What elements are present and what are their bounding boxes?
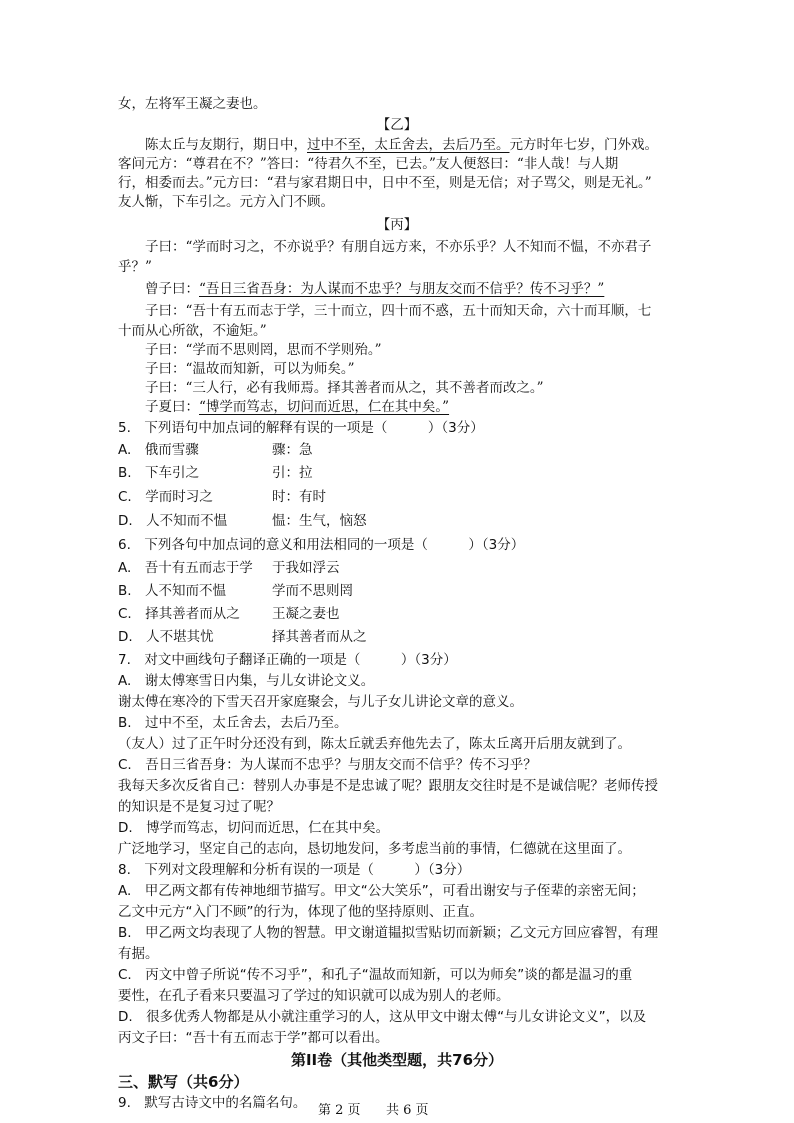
- q8-line-6: 要性，在孔子看来只要温习了学过的知识就可以成为别人的老师。: [118, 988, 510, 1004]
- q5-option-a: [118, 440, 313, 460]
- q6-d-text: D. 人不堪其忧: [118, 629, 214, 645]
- q6-a-text: A. 吾十有五而志于学: [118, 560, 253, 576]
- yi-line-1-a: 陈太丘与友期行，期日中，: [145, 137, 307, 153]
- footer-total: 共 6 页: [386, 1103, 429, 1118]
- q6-option-b: [118, 581, 353, 601]
- bing-line-8: 子曰：“三人行，必有我师焉。择其善者而从之，其不善者而改之。”: [145, 380, 544, 396]
- passage-top-line: 女，左将军王凝之妻也。: [118, 96, 267, 112]
- q7-line-d: D. 博学而笃志，切问而近思，仁在其中矣。: [118, 820, 390, 836]
- q5-d-text: D. 人不知而不愠: [118, 513, 228, 529]
- q8-line-4: 有据。: [118, 946, 159, 962]
- q6-option-a: [118, 558, 340, 578]
- yi-line-2: 客问元方：“尊君在不？”答曰：“待君久不至，已去。”友人便怒曰：“非人哉！与人期: [118, 156, 619, 172]
- q8-line-3: B. 甲乙两文均表现了人物的智慧。甲文谢道韫拟雪贴切而新颖；乙文元方回应睿智，有理: [118, 925, 659, 941]
- q7-stem: 7. 对文中画线句子翻译正确的一项是（ ）（3分）: [118, 652, 457, 668]
- q5-b-text: B. 下车引之: [118, 465, 200, 481]
- footer-page: 第 2 页: [318, 1103, 361, 1118]
- yi-underlined-sentence: 过中不至，太丘舍去，去后乃至。: [307, 137, 510, 153]
- q5-d-gloss: 愠：生气，恼怒: [272, 513, 367, 529]
- bing-line-2: 乎？”: [118, 259, 152, 275]
- bing-line-6: 子曰：“学而不思则罔，思而不学则殆。”: [145, 342, 382, 358]
- q8-line-8: 丙文子曰：“吾十有五而志于学”都可以看出。: [118, 1030, 389, 1046]
- q8-stem: 8. 下列对文段理解和分析有误的一项是（ ）（3分）: [118, 862, 471, 878]
- bing-line-7: 子曰：“温故而知新，可以为师矣。”: [145, 361, 355, 377]
- section-bing-title: 【丙】: [376, 217, 418, 233]
- q7-line-c-trans-1: 我每天多次反省自己：替别人办事是不是忠诚了呢？跟朋友交往时是不是诚信呢？老师传授: [118, 778, 658, 794]
- q5-c-text: C. 学而时习之: [118, 489, 213, 505]
- q5-stem: 5. 下列语句中加点词的解释有误的一项是（ ）（3分）: [118, 420, 484, 436]
- bing-underlined-sentence-1: “吾日三省吾身：为人谋而不忠乎？与朋友交而不信乎？传不习乎？”: [199, 281, 605, 297]
- q6-b-text: B. 人不知而不愠: [118, 583, 227, 599]
- bing-underlined-sentence-2: “博学而笃志，切问而近思，仁在其中矣。”: [199, 399, 450, 415]
- q8-line-5: C. 丙文中曾子所说“传不习乎”，和孔子“温故而知新，可以为师矣”谈的都是温习的重: [118, 967, 633, 983]
- q6-option-d: [118, 627, 367, 647]
- q6-a-compare: 于我如浮云: [272, 560, 340, 576]
- bing-line-1: 子曰：“学而时习之，不亦说乎？有朋自远方来，不亦乐乎？人不知而不愠，不亦君子: [145, 239, 652, 255]
- yi-line-1-c: 元方时年七岁，门外戏。: [509, 137, 658, 153]
- q6-b-compare: 学而不思则罔: [272, 583, 353, 599]
- q7-line-b-trans: （友人）过了正午时分还没有到，陈太丘就丢弃他先去了，陈太丘离开后朋友就到了。: [118, 736, 631, 752]
- bing-line-5: 十而从心所欲，不逾矩。”: [118, 323, 267, 339]
- bing-line-9: [145, 397, 449, 417]
- section-yi-title: 【乙】: [376, 117, 418, 133]
- q7-line-d-trans: 广泛地学习，坚定自己的志向，恳切地发问，多考虑当前的事情，仁德就在这里面了。: [118, 841, 631, 857]
- part2-title: 第II卷（其他类型题，共76分）: [290, 1051, 504, 1069]
- q7-line-c: C. 吾日三省吾身：为人谋而不忠乎？与朋友交而不信乎？传不习乎？: [118, 757, 537, 773]
- bing-line-3-a: 曾子曰：: [145, 281, 199, 297]
- q7-line-b: B. 过中不至，太丘舍去，去后乃至。: [118, 715, 348, 731]
- section3-title: 三、默写（共6分）: [118, 1073, 249, 1091]
- q8-line-1: A. 甲乙两文都有传神地细节描写。甲文“公大笑乐”，可看出谢安与子侄辈的亲密无间；: [118, 883, 645, 899]
- q7-line-a: A. 谢太傅寒雪日内集，与儿女讲论文义。: [118, 673, 375, 689]
- q5-option-b: [118, 463, 313, 483]
- q5-option-c: [118, 487, 326, 507]
- q5-c-gloss: 时：有时: [272, 489, 326, 505]
- q9-stem: 9. 默写古诗文中的名篇名句。: [118, 1095, 307, 1111]
- q8-line-7: D. 很多优秀人物都是从小就注重学习的人，这从甲文中谢太傅“与儿女讲论文义”，以及: [118, 1009, 647, 1025]
- q6-c-text: C. 择其善者而从之: [118, 606, 240, 622]
- yi-line-4: 友人惭，下车引之。元方入门不顾。: [118, 194, 334, 210]
- q6-option-c: [118, 604, 340, 624]
- bing-line-9-a: 子夏曰：: [145, 399, 199, 415]
- q6-c-compare: 王凝之妻也: [272, 606, 340, 622]
- bing-line-4: 子曰：“吾十有五而志于学，三十而立，四十而不惑，五十而知天命，六十而耳顺，七: [145, 303, 652, 319]
- q5-option-d: [118, 511, 367, 531]
- q5-a-text: A. 俄而雪骤: [118, 442, 199, 458]
- q8-line-2: 乙文中元方“入门不顾”的行为，体现了他的坚持原则、正直。: [118, 904, 483, 920]
- q7-line-c-trans-2: 的知识是不是复习过了呢？: [118, 799, 280, 815]
- yi-line-1: [145, 135, 658, 155]
- q7-line-a-trans: 谢太傅在寒冷的下雪天召开家庭聚会，与儿子女儿讲论文章的意义。: [118, 694, 523, 710]
- q5-b-gloss: 引：拉: [272, 465, 313, 481]
- q6-stem: 6. 下列各句中加点词的意义和用法相同的一项是（ ）（3分）: [118, 537, 525, 553]
- q6-d-compare: 择其善者而从之: [272, 629, 367, 645]
- q5-a-gloss: 骤：急: [272, 442, 313, 458]
- yi-line-3: 行，相委而去。”元方曰：“君与家君期日中，日中不至，则是无信；对子骂父，则是无礼。”: [118, 175, 652, 191]
- bing-line-3: [145, 279, 604, 299]
